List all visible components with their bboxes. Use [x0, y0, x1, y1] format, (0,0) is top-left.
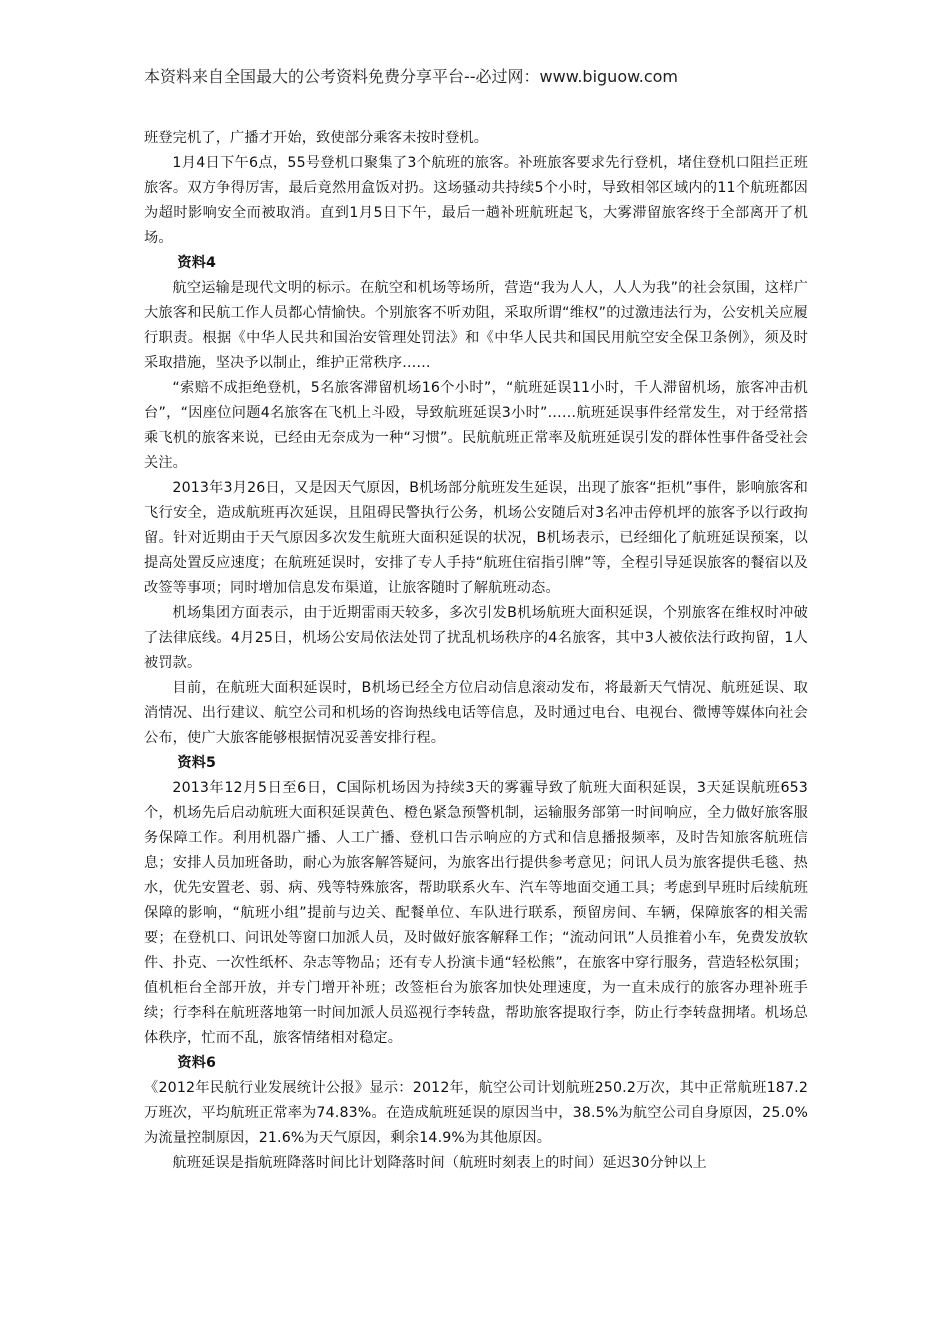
- paragraph: 航空运输是现代文明的标示。在航空和机场等场所，营造“我为人人，人人为我”的社会氛围，这样广大旅客和民航工作人员都心情愉快。个别旅客不听劝阻，采取所谓“维权”的过激违法行为，公安机关应履行职责。根据《中华人民共和国治安管理处罚法》和《中华人民共和国民用航空安全保卫条例》，须及时采取措施，坚决予以制止，维护正常秩序……: [144, 280, 808, 371]
- paragraph: “索赔不成拒绝登机，5名旅客滞留机场16个小时”，“航班延误11小时，千人滞留机场，旅客冲击机台”，“因座位问题4名旅客在飞机上斗殴，导致航班延误3小时”……航班延误事件经常发生，对于经常搭乘飞机的旅客来说，已经由无奈成为一种“习惯”。民航航班正常率及航班延误引发的群体性事件备受社会关注。: [144, 380, 808, 471]
- section-heading: 资料6: [177, 1055, 217, 1071]
- paragraph: 机场集团方面表示，由于近期雷雨天较多，多次引发B机场航班大面积延误，个别旅客在维权时冲破了法律底线。4月25日，机场公安局依法处罚了扰乱机场秩序的4名旅客，其中3人被依法行政拘留，1人被罚款。: [144, 605, 808, 671]
- paragraph: 航班延误是指航班降落时间比计划降落时间（航班时刻表上的时间）延迟30分钟以上: [172, 1155, 707, 1171]
- paragraph: 1月4日下午6点，55号登机口聚集了3个航班的旅客。补班旅客要求先行登机，堵住登机口阻拦正班旅客。双方争得厉害，最后竟然用盒饭对扔。这场骚动共持续5个小时，导致相邻区域内的11个航班都因为超时影响安全而被取消。直到1月5日下午，最后一趟补班航班起飞，大雾滞留旅客终于全部离开了机场。: [144, 155, 808, 246]
- paragraph: 2013年12月5日至6日，C国际机场因为持续3天的雾霾导致了航班大面积延误，3天延误航班653个，机场先后启动航班大面积延误黄色、橙色紧急预警机制，运输服务部第一时间响应，全力做好旅客服务保障工作。利用机器广播、人工广播、登机口告示响应的方式和信息播报频率，及时告知旅客航班信息；安排人员加班备助，耐心为旅客解答疑问，为旅客出行提供参考意见；问讯人员为旅客提供毛毯、热水，优先安置老、弱、病、残等特殊旅客，帮助联系火车、汽车等地面交通工具；考虑到早班时后续航班保障的影响，“航班小组”提前与边关、配餐单位、车队进行联系，预留房间、车辆，保障旅客的相关需要；在登机口、问讯处等窗口加派人员，及时做好旅客解释工作；“流动问讯”人员推着小车，免费发放软件、扑克、一次性纸杯、杂志等物品；还有专人扮演卡通“轻松熊”，在旅客中穿行服务，营造轻松氛围；值机柜台全部开放，并专门增开补班；改签柜台为旅客加快处理速度，为一直未成行的旅客办理补班手续；行李科在航班落地第一时间加派人员巡视行李转盘，帮助旅客提取行李，防止行李转盘拥堵。机场总体秩序，忙而不乱，旅客情绪相对稳定。: [144, 780, 808, 1046]
- paragraph: 《2012年民航行业发展统计公报》显示：2012年，航空公司计划航班250.2万次，其中正常航班187.2万班次，平均航班正常率为74.83%。在造成航班延误的原因当中，38.5%为航空公司自身原因，25.0%为流量控制原因，21.6%为天气原因，剩余14.9%为其他原因。: [144, 1080, 808, 1146]
- paragraph: 班登完机了，广播才开始，致使部分乘客未按时登机。: [144, 130, 489, 146]
- section-heading: 资料4: [177, 255, 217, 271]
- section-heading: 资料5: [177, 755, 217, 771]
- page-header: 本资料来自全国最大的公考资料免费分享平台--必过网：www.biguow.com: [144, 67, 678, 86]
- paragraph: 2013年3月26日，又是因天气原因，B机场部分航班发生延误，出现了旅客“拒机”事件，影响旅客和飞行安全，造成航班再次延误，且阻碍民警执行公务，机场公安随后对3名冲击停机坪的旅客予以行政拘留。针对近期由于天气原因多次发生航班大面积延误的状况，B机场表示，已经细化了航班延误预案，以提高处置反应速度；在航班延误时，安排了专人手持“航班住宿指引牌”等，全程引导延误旅客的餐宿以及改签等事项；同时增加信息发布渠道，让旅客随时了解航班动态。: [144, 480, 808, 596]
- document-body: [144, 126, 808, 1176]
- paragraph: 目前，在航班大面积延误时，B机场已经全方位启动信息滚动发布，将最新天气情况、航班延误、取消情况、出行建议、航空公司和机场的咨询热线电话等信息，及时通过电台、电视台、微博等媒体向社会公布，使广大旅客能够根据情况妥善安排行程。: [144, 680, 808, 746]
